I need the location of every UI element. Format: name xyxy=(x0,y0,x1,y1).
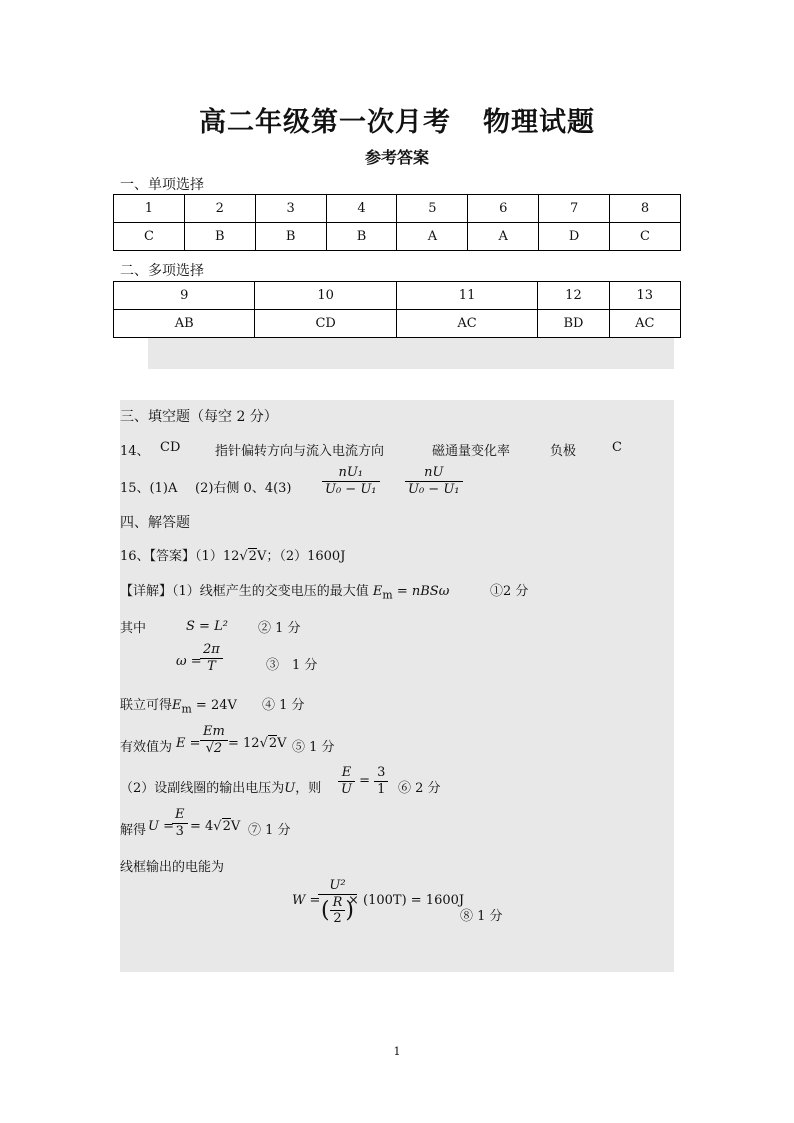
table-cell: 7 xyxy=(539,195,610,223)
energy-label: 线框输出的电能为 xyxy=(120,860,225,875)
table-row xyxy=(114,223,681,251)
combine-eq: = 24V xyxy=(191,698,237,713)
table-cell: 9 xyxy=(114,282,255,310)
fraction-numerator: 3 xyxy=(377,765,386,780)
title-subject: 物理试题 xyxy=(483,107,595,138)
eff-rhs: = 12√2V xyxy=(228,736,287,751)
solve-rhs-sqrt: 2 xyxy=(222,819,231,834)
table-cell: 11 xyxy=(396,282,537,310)
q15-part2: (2)右侧 0、4(3) xyxy=(195,481,292,496)
fraction-denominator: U₀ − U₁ xyxy=(405,481,463,498)
where-label: 其中 xyxy=(120,621,147,636)
fraction-numerator: nU xyxy=(424,465,444,480)
combine-line xyxy=(120,694,237,716)
page-subtitle: 参考答案 xyxy=(364,148,429,167)
eff-rhs-post: V xyxy=(277,736,287,751)
fraction-denominator: U xyxy=(338,781,355,798)
section1-heading: 一、单项选择 xyxy=(120,177,204,193)
part2-eq: = xyxy=(359,773,371,789)
fraction-denominator: 2 xyxy=(330,910,346,927)
table-cell: C xyxy=(610,223,681,251)
table-cell: 1 xyxy=(114,195,185,223)
page-number: 1 xyxy=(393,1045,401,1058)
table-row xyxy=(114,195,681,223)
q14-a3: 磁通量变化率 xyxy=(432,444,511,459)
single-choice-table xyxy=(113,194,681,251)
fraction-numerator: 2π xyxy=(203,642,220,657)
fraction-denominator: √2 xyxy=(200,740,228,757)
shaded-region xyxy=(148,337,674,369)
table-row xyxy=(114,282,681,310)
solve-rhs-post: V xyxy=(230,819,241,834)
part2-var: U xyxy=(284,781,296,796)
omega-score: ③ 1 分 xyxy=(266,658,318,673)
table-cell: 2 xyxy=(184,195,255,223)
where-eq: S = L² xyxy=(186,619,228,634)
eff-rhs-sqrt: 2 xyxy=(268,736,278,751)
solve-rhs: = 4√2V xyxy=(190,819,241,834)
table-cell: A xyxy=(468,223,539,251)
combine-var: E xyxy=(172,698,182,713)
q14-a5: C xyxy=(612,440,622,455)
q15-fraction-2 xyxy=(405,465,463,497)
fraction-denominator: 1 xyxy=(374,781,388,798)
fraction-denominator: 3 xyxy=(172,823,188,840)
eff-lhs: E = xyxy=(176,736,201,751)
detail-sub: m xyxy=(382,588,393,602)
combine-score: ④ 1 分 xyxy=(262,698,305,713)
table-cell: 4 xyxy=(326,195,397,223)
eff-fraction xyxy=(200,724,228,756)
solve-fraction xyxy=(172,807,188,839)
part2-score: ⑥ 2 分 xyxy=(398,781,441,796)
fraction-numerator: Em xyxy=(203,724,225,739)
part2-label: （2）设副线圈的输出电压为 xyxy=(120,781,285,796)
detail-prefix: 【详解】（1）线框产生的交变电压的最大值 xyxy=(120,584,369,599)
fraction-denominator: U₀ − U₁ xyxy=(322,481,380,498)
detail-eq: E xyxy=(372,584,383,599)
detail-rhs: = nBSω xyxy=(392,584,450,599)
multi-choice-table xyxy=(113,281,681,338)
table-cell: 6 xyxy=(468,195,539,223)
q16-answer-val: 12 xyxy=(222,549,240,564)
table-cell: A xyxy=(397,223,468,251)
table-cell: CD xyxy=(255,310,396,338)
table-cell: AC xyxy=(609,310,680,338)
table-cell: AB xyxy=(114,310,255,338)
fraction-numerator: R xyxy=(332,894,343,910)
table-cell: B xyxy=(255,223,326,251)
q14-a1: CD xyxy=(160,440,181,455)
table-cell: BD xyxy=(538,310,609,338)
energy-score: ⑧ 1 分 xyxy=(460,909,503,924)
eff-label: 有效值为 xyxy=(120,740,173,755)
table-cell: 13 xyxy=(609,282,680,310)
q16-answer: 16、【答案】（1）12√2V；（2）1600J xyxy=(120,549,346,564)
solve-label: 解得 xyxy=(120,823,147,838)
q16-answer-sqrt: 2 xyxy=(248,549,257,564)
q14-line xyxy=(120,440,150,459)
omega-lhs: ω = xyxy=(176,654,202,669)
table-cell: D xyxy=(539,223,610,251)
section3-heading: 三、填空题（每空 2 分） xyxy=(120,409,278,425)
combine-label: 联立可得 xyxy=(120,698,173,713)
table-cell: 5 xyxy=(397,195,468,223)
table-cell: B xyxy=(326,223,397,251)
table-cell: AC xyxy=(396,310,537,338)
q16-answer-prefix: 16、【答案】（1） xyxy=(120,549,223,564)
where-score: ② 1 分 xyxy=(258,621,301,636)
fraction-numerator: U² xyxy=(329,878,346,893)
solve-score: ⑦ 1 分 xyxy=(248,823,291,838)
part2-mid: ，则 xyxy=(295,781,322,796)
solve-rhs-pre: = 4 xyxy=(190,819,214,834)
combine-sub: m xyxy=(181,702,192,716)
fraction-denominator: ( $\frac{R}{2}$ ) xyxy=(318,894,357,927)
detail-line xyxy=(120,580,449,602)
eff-rhs-pre: = 12 xyxy=(228,736,260,751)
fraction-numerator: E xyxy=(175,807,185,822)
table-cell: C xyxy=(114,223,185,251)
table-cell: 3 xyxy=(255,195,326,223)
energy-rhs: × (100T) = 1600J xyxy=(348,893,465,908)
table-cell: 10 xyxy=(255,282,396,310)
table-cell: 8 xyxy=(610,195,681,223)
part2-fraction xyxy=(338,765,388,797)
q14-a4: 负极 xyxy=(550,444,577,459)
energy-lhs: W = xyxy=(292,893,321,908)
title-main: 高二年级第一次月考 xyxy=(199,107,451,138)
fraction-numerator: nU₁ xyxy=(338,465,364,480)
page-title xyxy=(0,100,794,139)
omega-fraction xyxy=(200,642,223,674)
q14-a2: 指针偏转方向与流入电流方向 xyxy=(215,444,385,459)
q14-label: 14、 xyxy=(120,444,150,459)
table-row xyxy=(114,310,681,338)
eff-score: ⑤ 1 分 xyxy=(292,740,335,755)
q15-fraction-1 xyxy=(322,465,380,497)
solve-lhs: U = xyxy=(148,819,174,834)
fraction-numerator: E xyxy=(341,765,352,780)
section4-heading: 四、解答题 xyxy=(120,515,190,531)
section2-heading: 二、多项选择 xyxy=(120,263,204,279)
table-cell: 12 xyxy=(538,282,609,310)
detail-score: ①2 分 xyxy=(490,584,529,599)
table-cell: B xyxy=(184,223,255,251)
q15-label: 15、(1)A xyxy=(120,481,178,496)
q16-answer-rest: V；（2）1600J xyxy=(256,549,346,564)
fraction-denominator: T xyxy=(200,658,223,675)
part2-line xyxy=(120,777,321,796)
